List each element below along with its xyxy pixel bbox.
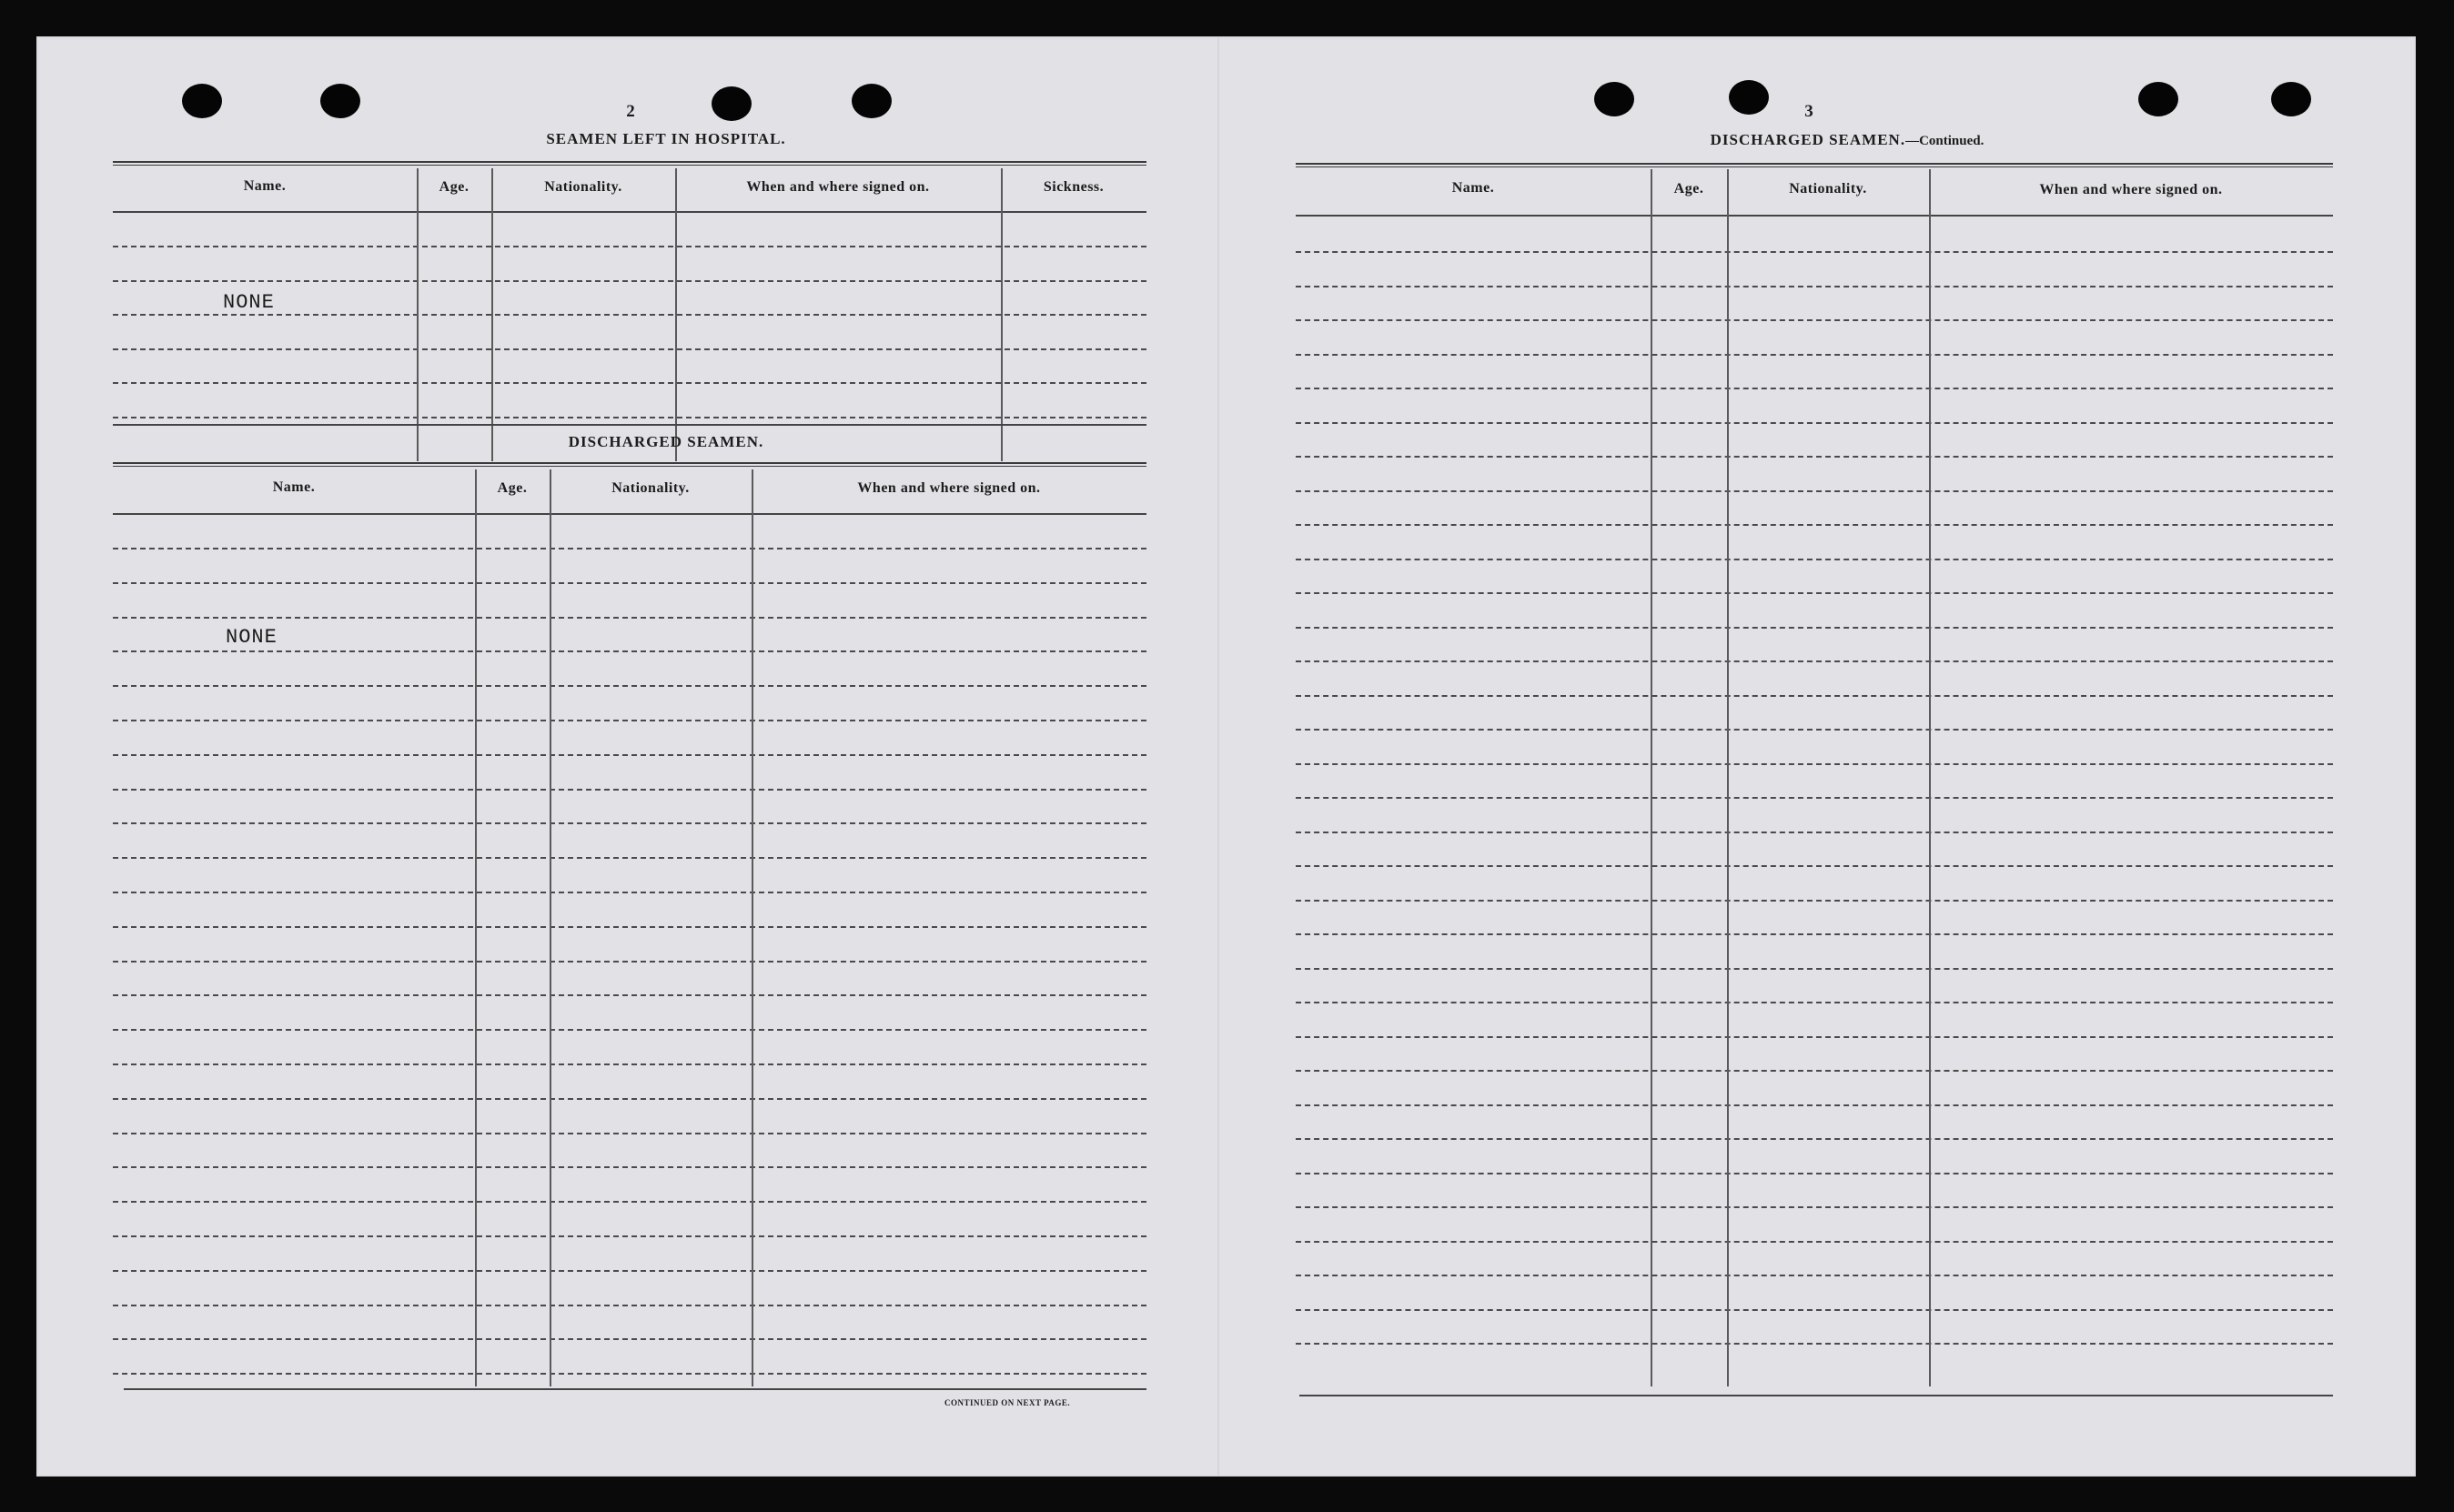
page-fold xyxy=(1217,36,1219,1477)
punch-hole xyxy=(1594,82,1634,116)
ruled-line xyxy=(113,789,1146,791)
ruled-line xyxy=(113,417,1146,418)
ruled-line xyxy=(113,1029,1146,1031)
ruled-line xyxy=(113,1373,1146,1375)
col-age-header: Age. xyxy=(1673,181,1704,197)
ruled-line xyxy=(1296,319,2333,321)
ruled-line xyxy=(113,1201,1146,1203)
col-name-header: Name. xyxy=(1451,180,1495,196)
ruled-line xyxy=(113,685,1146,687)
ruled-line xyxy=(1296,1104,2333,1106)
ruled-line xyxy=(1296,763,2333,765)
col-name-header: Name. xyxy=(243,178,287,194)
ruled-line xyxy=(1296,1309,2333,1311)
ledger-sheet xyxy=(36,36,2416,1477)
column-divider xyxy=(475,469,477,1386)
ruled-line xyxy=(1296,865,2333,867)
right-section-title xyxy=(1574,131,2120,149)
column-divider xyxy=(1651,169,1652,1386)
right-section-title-main: DISCHARGED SEAMEN. xyxy=(1710,131,1906,148)
col-signed-on-header: When and where signed on. xyxy=(2039,182,2223,197)
col-age-header: Age. xyxy=(497,480,528,496)
punch-hole xyxy=(712,86,752,121)
ruled-line xyxy=(1296,1070,2333,1072)
column-divider xyxy=(550,469,551,1386)
punch-hole xyxy=(1729,80,1769,115)
col-nationality-header: Nationality. xyxy=(544,179,622,195)
ruled-line xyxy=(113,1235,1146,1237)
ruled-line xyxy=(113,617,1146,619)
discharged-entry: NONE xyxy=(226,626,278,649)
page-number-right: 3 xyxy=(1804,102,1813,121)
hospital-entry: NONE xyxy=(223,291,275,314)
col-signed-on-header: When and where signed on. xyxy=(746,179,930,195)
column-divider xyxy=(675,168,677,461)
ruled-line xyxy=(1296,388,2333,389)
ruled-line xyxy=(1296,1206,2333,1208)
continued-footer: CONTINUED ON NEXT PAGE. xyxy=(944,1398,1071,1407)
col-name-header: Name. xyxy=(272,479,316,495)
col-age-header: Age. xyxy=(439,179,470,195)
ruled-line xyxy=(113,720,1146,721)
header-rule xyxy=(113,462,1146,467)
ruled-line xyxy=(113,1063,1146,1065)
ruled-line xyxy=(1296,490,2333,492)
hospital-section-title: SEAMEN LEFT IN HOSPITAL. xyxy=(546,130,786,147)
table-bottom-rule xyxy=(124,1388,1146,1390)
header-rule xyxy=(1296,163,2333,167)
ruled-line xyxy=(1296,1241,2333,1243)
ruled-line xyxy=(113,994,1146,996)
ruled-line xyxy=(113,650,1146,652)
ruled-line xyxy=(113,926,1146,928)
punch-hole xyxy=(2138,82,2178,116)
ruled-line xyxy=(1296,1275,2333,1276)
punch-hole xyxy=(2271,82,2311,116)
ruled-line xyxy=(113,892,1146,893)
ruled-line xyxy=(1296,627,2333,629)
ruled-line xyxy=(113,822,1146,824)
ruled-line xyxy=(1296,695,2333,697)
ruled-line xyxy=(113,382,1146,384)
page-number-left: 2 xyxy=(626,102,635,121)
column-divider xyxy=(1001,168,1003,461)
ruled-line xyxy=(1296,1036,2333,1038)
ruled-line xyxy=(1296,797,2333,799)
ruled-line xyxy=(113,1166,1146,1168)
ruled-line xyxy=(1296,592,2333,594)
punch-hole xyxy=(852,84,892,118)
ruled-line xyxy=(113,857,1146,859)
punch-hole xyxy=(320,84,360,118)
table-bottom-rule xyxy=(1299,1395,2333,1396)
ruled-line xyxy=(1296,251,2333,253)
ruled-line xyxy=(113,348,1146,350)
col-signed-on-header: When and where signed on. xyxy=(857,480,1041,496)
ruled-line xyxy=(1296,660,2333,662)
ruled-line xyxy=(113,314,1146,316)
ruled-line xyxy=(1296,1173,2333,1174)
ruled-line xyxy=(1296,524,2333,526)
ruled-line xyxy=(113,246,1146,247)
ruled-line xyxy=(1296,933,2333,935)
ruled-line xyxy=(113,754,1146,756)
col-nationality-header: Nationality. xyxy=(1789,181,1867,197)
column-header-rule xyxy=(1296,215,2333,217)
ruled-line xyxy=(1296,729,2333,731)
right-section-title-continued: —Continued. xyxy=(1905,134,1984,148)
column-divider xyxy=(417,168,419,461)
discharged-section-title: DISCHARGED SEAMEN. xyxy=(568,433,764,450)
ruled-line xyxy=(1296,1138,2333,1140)
ruled-line xyxy=(1296,968,2333,970)
ruled-line xyxy=(1296,422,2333,424)
ruled-line xyxy=(1296,832,2333,833)
ruled-line xyxy=(113,548,1146,549)
col-nationality-header: Nationality. xyxy=(611,480,690,496)
col-sickness-header: Sickness. xyxy=(1043,179,1105,195)
ruled-line xyxy=(113,280,1146,282)
ruled-line xyxy=(1296,559,2333,560)
section-rule xyxy=(113,424,1146,426)
ruled-line xyxy=(113,1338,1146,1340)
ruled-line xyxy=(1296,900,2333,902)
column-divider xyxy=(1727,169,1729,1386)
ruled-line xyxy=(113,1270,1146,1272)
ruled-line xyxy=(1296,354,2333,356)
column-divider xyxy=(1929,169,1931,1386)
ruled-line xyxy=(113,961,1146,963)
column-divider xyxy=(752,469,753,1386)
ruled-line xyxy=(1296,1002,2333,1003)
ruled-line xyxy=(113,1133,1146,1134)
ruled-line xyxy=(1296,286,2333,287)
ruled-line xyxy=(113,1305,1146,1306)
punch-hole xyxy=(182,84,222,118)
column-header-rule xyxy=(113,211,1146,213)
column-header-rule xyxy=(113,513,1146,515)
ruled-line xyxy=(1296,1343,2333,1345)
ruled-line xyxy=(113,1098,1146,1100)
ruled-line xyxy=(1296,456,2333,458)
header-rule xyxy=(113,161,1146,166)
column-divider xyxy=(491,168,493,461)
ruled-line xyxy=(113,582,1146,584)
